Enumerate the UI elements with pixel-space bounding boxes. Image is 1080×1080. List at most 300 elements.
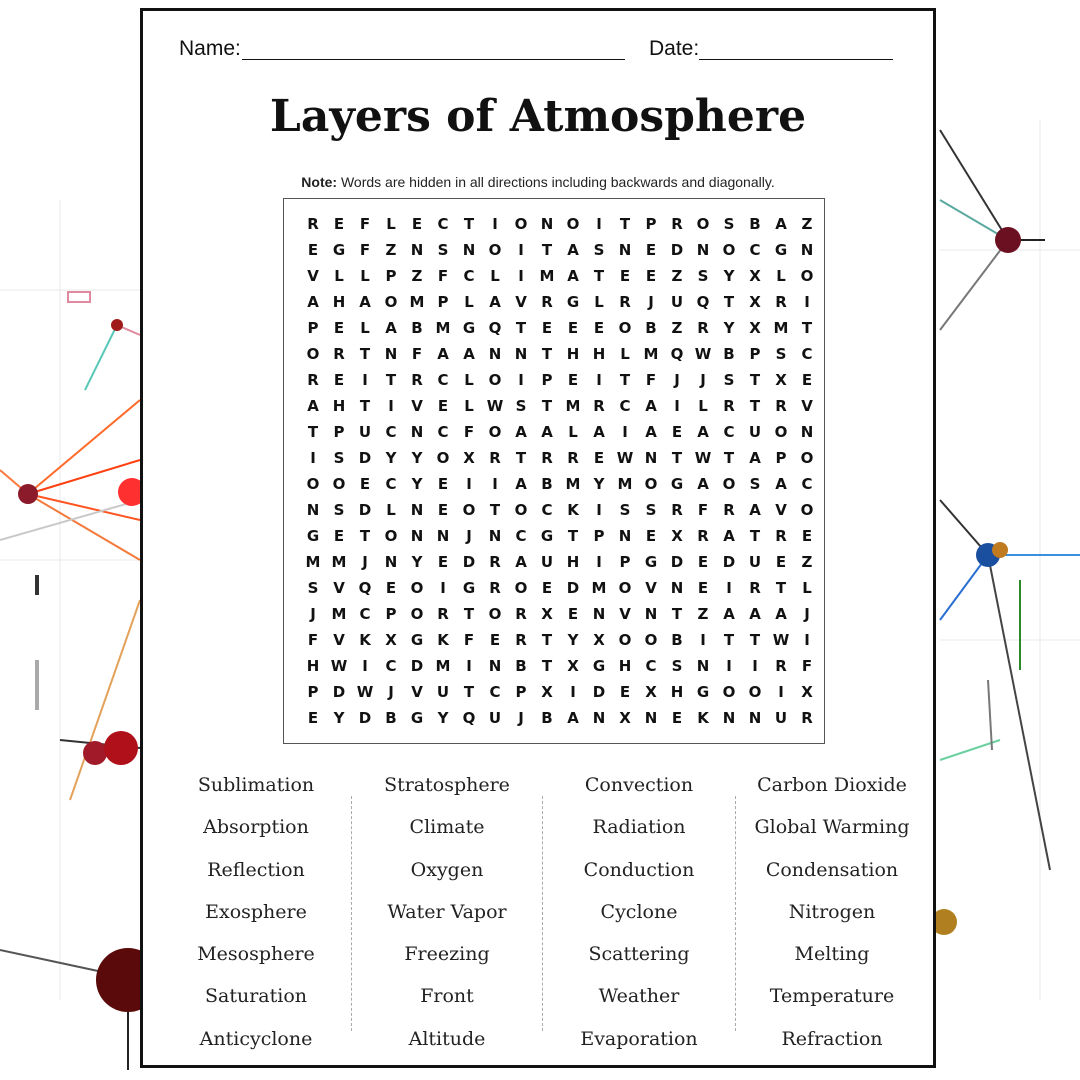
grid-letter: D xyxy=(566,579,580,597)
grid-letter: P xyxy=(385,267,397,285)
grid-letter: R xyxy=(411,371,423,389)
grid-letter: Z xyxy=(801,215,813,233)
grid-letter: A xyxy=(307,397,319,415)
grid-letter: W xyxy=(356,683,374,701)
grid-letter: O xyxy=(306,345,320,363)
grid-letter: Q xyxy=(670,345,684,363)
grid-letter: N xyxy=(644,709,658,727)
grid-letter: D xyxy=(358,709,372,727)
grid-letter: S xyxy=(645,501,657,519)
grid-letter: L xyxy=(568,423,578,441)
grid-letter: K xyxy=(697,709,709,727)
worksheet-page xyxy=(140,8,936,1068)
grid-letter: B xyxy=(515,657,527,675)
grid-letter: R xyxy=(541,293,553,311)
grid-letter: F xyxy=(645,371,657,389)
grid-letter: T xyxy=(489,501,501,519)
grid-letter: C xyxy=(385,657,397,675)
grid-letter: O xyxy=(644,475,658,493)
grid-letter: M xyxy=(305,553,321,571)
grid-letter: T xyxy=(359,345,371,363)
grid-letter: T xyxy=(723,631,735,649)
grid-letter: N xyxy=(436,527,450,545)
grid-letter: F xyxy=(307,631,319,649)
grid-letter: E xyxy=(619,267,631,285)
grid-letter: I xyxy=(310,449,316,467)
grid-letter: P xyxy=(333,423,345,441)
grid-letter: N xyxy=(592,709,606,727)
grid-letter: L xyxy=(620,345,630,363)
grid-letter: J xyxy=(466,527,472,545)
grid-letter: N xyxy=(696,241,710,259)
grid-letter: H xyxy=(566,553,580,571)
grid-letter: A xyxy=(645,397,657,415)
grid-letter: T xyxy=(671,605,683,623)
grid-letter: T xyxy=(801,319,813,337)
grid-letter: S xyxy=(593,241,605,259)
grid-letter: Z xyxy=(671,267,683,285)
name-blank-line xyxy=(242,59,625,60)
grid-letter: L xyxy=(464,293,474,311)
grid-letter: Y xyxy=(567,631,579,649)
grid-letter: T xyxy=(749,371,761,389)
grid-letter: C xyxy=(437,215,449,233)
grid-letter: L xyxy=(360,319,370,337)
grid-letter: A xyxy=(749,501,761,519)
grid-letter: R xyxy=(775,397,787,415)
grid-letter: A xyxy=(437,345,449,363)
grid-letter: O xyxy=(410,605,424,623)
grid-letter: S xyxy=(723,215,735,233)
grid-letter: B xyxy=(749,215,761,233)
grid-letter: M xyxy=(435,657,451,675)
grid-letter: R xyxy=(307,215,319,233)
grid-letter: N xyxy=(384,553,398,571)
grid-letter: R xyxy=(619,293,631,311)
grid-letter: A xyxy=(515,423,527,441)
grid-letter: I xyxy=(466,657,472,675)
grid-letter: R xyxy=(671,501,683,519)
note-label: Note: xyxy=(301,174,338,190)
word-item: Mesosphere xyxy=(197,943,315,966)
grid-letter: T xyxy=(541,657,553,675)
grid-letter: P xyxy=(593,527,605,545)
date-label: Date: xyxy=(649,37,700,60)
grid-letter: T xyxy=(619,371,631,389)
grid-letter: F xyxy=(359,215,371,233)
grid-letter: B xyxy=(385,709,397,727)
grid-letter: E xyxy=(697,553,709,571)
grid-letter: Y xyxy=(411,475,423,493)
grid-letter: E xyxy=(567,605,579,623)
grid-letter: I xyxy=(518,241,524,259)
grid-letter: P xyxy=(437,293,449,311)
header-row xyxy=(179,37,897,67)
grid-letter: B xyxy=(723,345,735,363)
grid-letter: Y xyxy=(723,319,735,337)
grid-letter: V xyxy=(411,683,423,701)
grid-letter: R xyxy=(775,293,787,311)
grid-letter: P xyxy=(385,605,397,623)
word-item: Freezing xyxy=(404,943,490,966)
grid-letter: A xyxy=(567,267,579,285)
grid-letter: I xyxy=(804,631,810,649)
grid-letter: W xyxy=(772,631,790,649)
grid-letter: O xyxy=(488,241,502,259)
grid-letter: O xyxy=(618,579,632,597)
grid-letter: M xyxy=(773,319,789,337)
letter-grid xyxy=(300,211,820,731)
grid-letter: M xyxy=(565,475,581,493)
grid-letter: I xyxy=(518,371,524,389)
grid-letter: G xyxy=(566,293,580,311)
grid-letter: M xyxy=(617,475,633,493)
grid-letter: R xyxy=(437,605,449,623)
word-item: Evaporation xyxy=(580,1027,698,1050)
grid-letter: O xyxy=(384,527,398,545)
grid-letter: T xyxy=(541,241,553,259)
grid-letter: E xyxy=(307,709,319,727)
grid-letter: J xyxy=(310,605,316,623)
grid-letter: O xyxy=(722,475,736,493)
grid-letter: H xyxy=(332,293,346,311)
grid-letter: X xyxy=(645,683,657,701)
grid-letter: Y xyxy=(385,449,397,467)
grid-letter: T xyxy=(749,397,761,415)
grid-letter: A xyxy=(307,293,319,311)
word-item: Climate xyxy=(409,816,485,839)
grid-letter: A xyxy=(567,241,579,259)
grid-letter: E xyxy=(437,501,449,519)
grid-letter: L xyxy=(776,267,786,285)
grid-letter: A xyxy=(723,605,735,623)
grid-letter: G xyxy=(462,319,476,337)
grid-letter: T xyxy=(723,449,735,467)
grid-letter: A xyxy=(775,605,787,623)
grid-letter: C xyxy=(801,475,813,493)
grid-letter: E xyxy=(801,527,813,545)
grid-letter: I xyxy=(466,475,472,493)
word-item: Nitrogen xyxy=(788,900,876,923)
grid-letter: I xyxy=(674,397,680,415)
grid-letter: N xyxy=(748,709,762,727)
grid-letter: C xyxy=(801,345,813,363)
grid-letter: A xyxy=(515,475,527,493)
grid-letter: D xyxy=(722,553,736,571)
grid-letter: R xyxy=(489,449,501,467)
grid-letter: M xyxy=(435,319,451,337)
grid-letter: G xyxy=(306,527,320,545)
grid-letter: R xyxy=(697,527,709,545)
grid-letter: N xyxy=(670,579,684,597)
grid-letter: W xyxy=(694,345,712,363)
grid-letter: I xyxy=(362,657,368,675)
grid-letter: F xyxy=(463,631,475,649)
grid-letter: Y xyxy=(437,709,449,727)
grid-letter: N xyxy=(540,215,554,233)
grid-letter: T xyxy=(463,683,475,701)
column-divider xyxy=(735,796,736,1031)
grid-letter: P xyxy=(619,553,631,571)
grid-letter: W xyxy=(486,397,504,415)
grid-letter: X xyxy=(619,709,631,727)
grid-letter: X xyxy=(593,631,605,649)
grid-letter: S xyxy=(515,397,527,415)
grid-letter: T xyxy=(671,449,683,467)
word-bank xyxy=(161,768,931,1048)
grid-letter: N xyxy=(618,527,632,545)
grid-letter: X xyxy=(385,631,397,649)
grid-letter: A xyxy=(489,293,501,311)
grid-letter: C xyxy=(489,683,501,701)
grid-letter: T xyxy=(541,345,553,363)
grid-letter: A xyxy=(593,423,605,441)
grid-letter: T xyxy=(463,215,475,233)
grid-letter: S xyxy=(749,475,761,493)
grid-letter: Y xyxy=(723,267,735,285)
grid-letter: O xyxy=(748,683,762,701)
grid-letter: D xyxy=(358,501,372,519)
grid-letter: N xyxy=(488,345,502,363)
grid-letter: Y xyxy=(593,475,605,493)
word-item: Stratosphere xyxy=(384,774,510,796)
grid-letter: R xyxy=(489,579,501,597)
grid-letter: D xyxy=(410,657,424,675)
grid-letter: I xyxy=(492,215,498,233)
grid-letter: P xyxy=(307,683,319,701)
word-column xyxy=(161,768,351,1064)
grid-letter: R xyxy=(333,345,345,363)
grid-letter: U xyxy=(748,423,762,441)
grid-letter: C xyxy=(385,423,397,441)
grid-letter: S xyxy=(333,501,345,519)
grid-letter: I xyxy=(726,579,732,597)
grid-letter: C xyxy=(749,241,761,259)
grid-letter: B xyxy=(645,319,657,337)
grid-letter: H xyxy=(566,345,580,363)
word-item: Water Vapor xyxy=(387,900,507,923)
grid-letter: O xyxy=(514,579,528,597)
grid-letter: W xyxy=(694,449,712,467)
grid-letter: C xyxy=(359,605,371,623)
grid-letter: N xyxy=(800,241,814,259)
grid-letter: X xyxy=(749,293,761,311)
grid-letter: G xyxy=(332,241,346,259)
grid-letter: T xyxy=(359,527,371,545)
grid-letter: L xyxy=(464,371,474,389)
grid-letter: U xyxy=(774,709,788,727)
grid-letter: O xyxy=(644,631,658,649)
grid-letter: W xyxy=(330,657,348,675)
grid-letter: A xyxy=(775,475,787,493)
grid-letter: I xyxy=(596,371,602,389)
instructions-note xyxy=(143,174,933,190)
grid-letter: O xyxy=(800,449,814,467)
grid-letter: B xyxy=(541,475,553,493)
grid-letter: E xyxy=(645,241,657,259)
grid-letter: T xyxy=(749,631,761,649)
grid-letter: T xyxy=(593,267,605,285)
grid-letter: F xyxy=(437,267,449,285)
grid-letter: E xyxy=(775,553,787,571)
grid-letter: I xyxy=(726,657,732,675)
grid-letter: P xyxy=(749,345,761,363)
grid-letter: U xyxy=(670,293,684,311)
word-item: Global Warming xyxy=(754,816,910,839)
grid-letter: I xyxy=(440,579,446,597)
grid-letter: U xyxy=(488,709,502,727)
grid-letter: I xyxy=(570,683,576,701)
grid-letter: G xyxy=(410,631,424,649)
grid-letter: V xyxy=(515,293,527,311)
grid-letter: O xyxy=(800,267,814,285)
grid-letter: E xyxy=(567,319,579,337)
grid-letter: R xyxy=(723,397,735,415)
grid-letter: E xyxy=(645,267,657,285)
grid-letter: M xyxy=(409,293,425,311)
name-label: Name: xyxy=(179,37,241,60)
grid-letter: T xyxy=(749,527,761,545)
grid-letter: C xyxy=(437,423,449,441)
grid-letter: V xyxy=(619,605,631,623)
grid-letter: D xyxy=(670,553,684,571)
grid-letter: E xyxy=(359,475,371,493)
grid-letter: O xyxy=(696,215,710,233)
grid-letter: L xyxy=(386,215,396,233)
grid-letter: R xyxy=(567,449,579,467)
grid-letter: C xyxy=(515,527,527,545)
word-item: Anticyclone xyxy=(199,1027,313,1050)
grid-letter: E xyxy=(437,475,449,493)
grid-letter: O xyxy=(722,683,736,701)
grid-letter: E xyxy=(671,423,683,441)
grid-letter: V xyxy=(645,579,657,597)
grid-letter: T xyxy=(541,397,553,415)
grid-letter: R xyxy=(775,527,787,545)
grid-letter: B xyxy=(671,631,683,649)
grid-letter: T xyxy=(515,449,527,467)
grid-letter: N xyxy=(696,657,710,675)
grid-letter: O xyxy=(566,215,580,233)
grid-letter: L xyxy=(490,267,500,285)
grid-letter: I xyxy=(778,683,784,701)
grid-letter: R xyxy=(749,579,761,597)
grid-letter: S xyxy=(437,241,449,259)
grid-letter: J xyxy=(648,293,654,311)
grid-letter: O xyxy=(306,475,320,493)
grid-letter: G xyxy=(462,579,476,597)
word-item: Weather xyxy=(598,985,680,1008)
grid-letter: V xyxy=(411,397,423,415)
grid-letter: E xyxy=(645,527,657,545)
grid-letter: E xyxy=(437,553,449,571)
grid-letter: V xyxy=(801,397,813,415)
word-item: Reflection xyxy=(207,858,305,881)
grid-letter: X xyxy=(671,527,683,545)
grid-letter: J xyxy=(700,371,706,389)
word-item: Convection xyxy=(584,774,694,796)
grid-letter: W xyxy=(616,449,634,467)
grid-letter: E xyxy=(593,319,605,337)
grid-letter: X xyxy=(801,683,813,701)
grid-letter: E xyxy=(437,397,449,415)
grid-letter: E xyxy=(671,709,683,727)
grid-letter: A xyxy=(541,423,553,441)
grid-letter: Q xyxy=(358,579,372,597)
grid-letter: A xyxy=(645,423,657,441)
grid-letter: E xyxy=(333,215,345,233)
grid-letter: I xyxy=(596,501,602,519)
word-item: Refraction xyxy=(781,1027,883,1050)
grid-letter: N xyxy=(722,709,736,727)
grid-letter: A xyxy=(385,319,397,337)
grid-letter: T xyxy=(541,631,553,649)
grid-letter: O xyxy=(800,501,814,519)
grid-letter: Z xyxy=(801,553,813,571)
grid-letter: E xyxy=(541,579,553,597)
grid-letter: B xyxy=(411,319,423,337)
grid-letter: H xyxy=(670,683,684,701)
grid-letter: C xyxy=(723,423,735,441)
grid-letter: J xyxy=(804,605,810,623)
grid-letter: Y xyxy=(333,709,345,727)
word-item: Scattering xyxy=(588,943,690,966)
grid-letter: T xyxy=(567,527,579,545)
grid-letter: T xyxy=(463,605,475,623)
grid-letter: O xyxy=(618,319,632,337)
word-search-grid-box xyxy=(283,198,825,744)
grid-letter: O xyxy=(462,501,476,519)
grid-letter: A xyxy=(567,709,579,727)
grid-letter: D xyxy=(670,241,684,259)
grid-letter: T xyxy=(775,579,787,597)
grid-letter: K xyxy=(359,631,371,649)
grid-letter: M xyxy=(539,267,555,285)
grid-letter: O xyxy=(436,449,450,467)
grid-letter: Z xyxy=(411,267,423,285)
grid-letter: T xyxy=(359,397,371,415)
word-item: Sublimation xyxy=(197,774,315,796)
grid-letter: S xyxy=(775,345,787,363)
grid-letter: L xyxy=(802,579,812,597)
grid-letter: O xyxy=(722,241,736,259)
word-column xyxy=(544,768,734,1064)
grid-letter: R xyxy=(593,397,605,415)
grid-letter: N xyxy=(488,527,502,545)
grid-letter: A xyxy=(723,527,735,545)
grid-letter: B xyxy=(541,709,553,727)
grid-letter: N xyxy=(410,501,424,519)
grid-letter: Z xyxy=(671,319,683,337)
grid-letter: S xyxy=(333,449,345,467)
grid-letter: E xyxy=(385,579,397,597)
word-column xyxy=(352,768,542,1064)
grid-letter: G xyxy=(410,709,424,727)
grid-letter: P xyxy=(541,371,553,389)
grid-letter: R xyxy=(671,215,683,233)
grid-letter: X xyxy=(463,449,475,467)
grid-letter: L xyxy=(594,293,604,311)
page-title: Layers of Atmosphere xyxy=(269,91,807,142)
column-divider xyxy=(542,796,543,1031)
grid-letter: I xyxy=(492,475,498,493)
grid-letter: U xyxy=(358,423,372,441)
grid-letter: A xyxy=(749,449,761,467)
grid-letter: A xyxy=(697,423,709,441)
grid-letter: R xyxy=(515,631,527,649)
grid-letter: M xyxy=(643,345,659,363)
grid-letter: T xyxy=(619,215,631,233)
